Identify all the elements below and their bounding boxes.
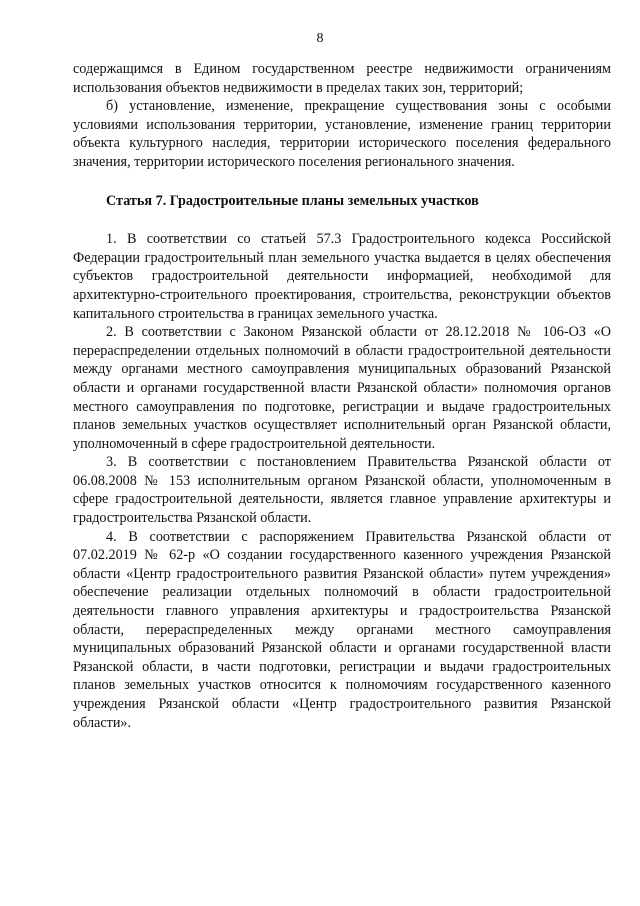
spacer bbox=[73, 172, 611, 192]
document-body bbox=[73, 60, 611, 732]
article-heading: Статья 7. Градостроительные планы земельных участков bbox=[106, 192, 479, 209]
article-paragraph-3: 3. В соответствии с постановлением Правительства Рязанской области от 06.08.2008 № 153 исполнительным органом Рязанской области, уполномоченным в сфере градостроительной деятельности, является главное управление архитектуры и градостроительства Рязанской области. bbox=[73, 454, 611, 527]
page-number: 8 bbox=[316, 31, 324, 46]
paragraph-item-b: б) установление, изменение, прекращение существования зоны с особыми условиями использования территории, установление, изменение границ территории объекта культурного наследия, территории исторического поселения федерального значения, территории исторического поселения регионального значения. bbox=[73, 98, 611, 170]
paragraph-continuation: содержащимся в Едином государственном реестре недвижимости ограничениям использования объектов недвижимости в пределах таких зон, территорий; bbox=[73, 61, 611, 96]
article-paragraph-1: 1. В соответствии со статьей 57.3 Градостроительного кодекса Российской Федерации градостроительный план земельного участка выдается в целях обеспечения субъектов градостроительной деятельности информацией, необходимой для архитектурно-строительного проектирования, строительства, реконструкции объектов капитального строительства в границах земельного участка. bbox=[73, 231, 611, 322]
article-paragraph-2: 2. В соответствии с Законом Рязанской области от 28.12.2018 № 106-ОЗ «О перераспределении отдельных полномочий в области градостроительной деятельности между органами местного самоуправления муниципальных образований Рязанской области и органами государственной власти Рязанской области» полномочия органов местного самоуправления по подготовке, регистрации и выдаче градостроительных планов земельных участков осуществляет исполнительный орган Рязанской области, уполномоченный в сфере градостроительной деятельности. bbox=[73, 324, 611, 452]
article-paragraph-4: 4. В соответствии с распоряжением Правительства Рязанской области от 07.02.2019 № 62-р «О создании государственного казенного учреждения Рязанской области «Центр градостроительного развития Рязанской области» путем учреждения» обеспечение реализации отдельных полномочий в области градостроительной деятельности главного управления архитектуры и градостроительства Рязанской области, перераспределенных между органами местного самоуправления муниципальных образований Рязанской области и органами государственной власти Рязанской области, в части подготовки, регистрации и выдачи градостроительных планов земельных участков относится к полномочиям государственного казенного учреждения Рязанской области «Центр градостроительного развития Рязанской области». bbox=[73, 528, 611, 731]
spacer bbox=[73, 210, 611, 230]
